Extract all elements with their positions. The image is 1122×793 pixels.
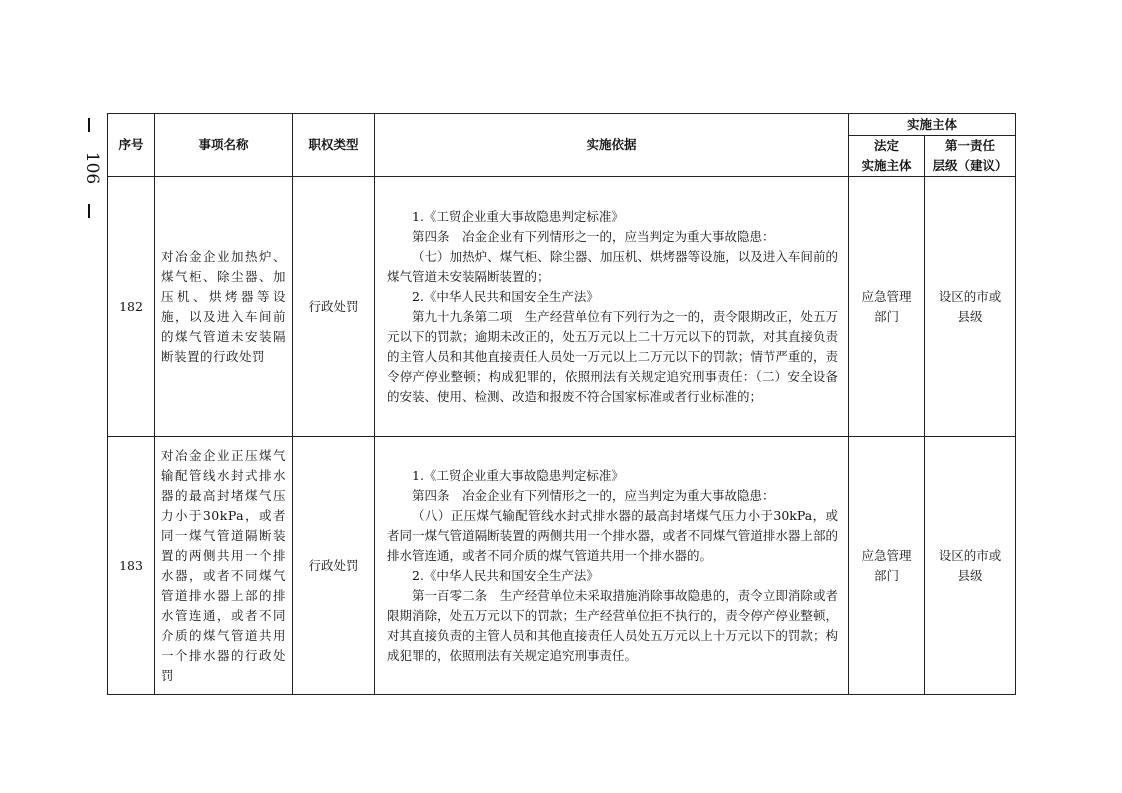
header-legal-subject-line1: 法定 [873, 138, 899, 153]
row-legal-subject: 应急管理部门 [849, 437, 925, 695]
row-power-type: 行政处罚 [293, 177, 375, 437]
header-first-resp-line2: 层级（建议） [932, 158, 1008, 173]
row-first-responsibility: 设区的市或县级 [925, 177, 1016, 437]
header-power-type: 职权类型 [293, 114, 375, 177]
page-number-marker [70, 118, 110, 218]
header-item-name: 事项名称 [155, 114, 293, 177]
basis-paragraph: 1.《工贸企业重大事故隐患判定标准》 [412, 467, 624, 483]
row-basis [375, 177, 849, 437]
page-number-dash-bottom [88, 204, 90, 218]
row-item-name: 对冶金企业正压煤气输配管线水封式排水器的最高封堵煤气压力小于30kPa，或者同一煤气管道隔断装置的两侧共用一个排水器，或者不同煤气管道排水器上部的排水管连通，或者不同介质的煤气管道共用一个排水器的行政处罚 [155, 437, 293, 695]
table-row [108, 177, 1016, 437]
enforcement-items-table [107, 113, 1016, 695]
header-legal-subject [849, 136, 925, 177]
header-subject: 实施主体 [849, 114, 1016, 136]
page-number: 106 [82, 151, 102, 185]
header-first-responsibility [925, 136, 1016, 177]
row-legal-subject: 应急管理部门 [849, 177, 925, 437]
basis-paragraph: 第一百零二条 生产经营单位未采取措施消除事故隐患的，责令立即消除或者限期消除，处五万元以下的罚款；生产经营单位拒不执行的，责令停产停业整顿，对其直接负责的主管人员和其他直接责任人员处五万元以上十万元以下的罚款；构成犯罪的，依照刑法有关规定追究刑事责任。 [387, 587, 838, 663]
row-item-name: 对冶金企业加热炉、煤气柜、除尘器、加压机、烘烤器等设施，以及进入车间前的煤气管道未安装隔断装置的行政处罚 [155, 177, 293, 437]
row-power-type: 行政处罚 [293, 437, 375, 695]
row-first-responsibility: 设区的市或县级 [925, 437, 1016, 695]
page-number-dash-top [88, 118, 90, 132]
row-seq: 182 [108, 177, 155, 437]
basis-paragraph: 第九十九条第二项 生产经营单位有下列行为之一的，责令限期改正，处五万元以下的罚款；逾期未改正的，处五万元以上二十万元以下的罚款，对其直接负责的主管人员和其他直接责任人员处一万元以上二万元以下的罚款；情节严重的，责令停产停业整顿；构成犯罪的，依照刑法有关规定追究刑事责任：（二）安全设备的安装、使用、检测、改造和报废不符合国家标准或者行业标准的； [387, 308, 838, 404]
basis-paragraph: （七）加热炉、煤气柜、除尘器、加压机、烘烤器等设施，以及进入车间前的煤气管道未安装隔断装置的； [387, 248, 838, 284]
basis-paragraph: （八）正压煤气输配管线水封式排水器的最高封堵煤气压力小于30kPa，或者同一煤气管道隔断装置的两侧共用一个排水器，或者不同煤气管道排水器上部的排水管连通，或者不同介质的煤气管道共用一个排水器的。 [387, 507, 838, 563]
basis-paragraph: 第四条 冶金企业有下列情形之一的，应当判定为重大事故隐患： [412, 487, 775, 503]
header-seq: 序号 [108, 114, 155, 177]
header-basis: 实施依据 [375, 114, 849, 177]
header-legal-subject-line2: 实施主体 [861, 158, 912, 173]
basis-paragraph: 2.《中华人民共和国安全生产法》 [412, 567, 599, 583]
basis-paragraph: 第四条 冶金企业有下列情形之一的，应当判定为重大事故隐患： [412, 228, 775, 244]
header-first-resp-line1: 第一责任 [945, 138, 996, 153]
row-seq: 183 [108, 437, 155, 695]
basis-paragraph: 1.《工贸企业重大事故隐患判定标准》 [412, 208, 624, 224]
table-row [108, 437, 1016, 695]
basis-paragraph: 2.《中华人民共和国安全生产法》 [412, 288, 599, 304]
row-basis [375, 437, 849, 695]
